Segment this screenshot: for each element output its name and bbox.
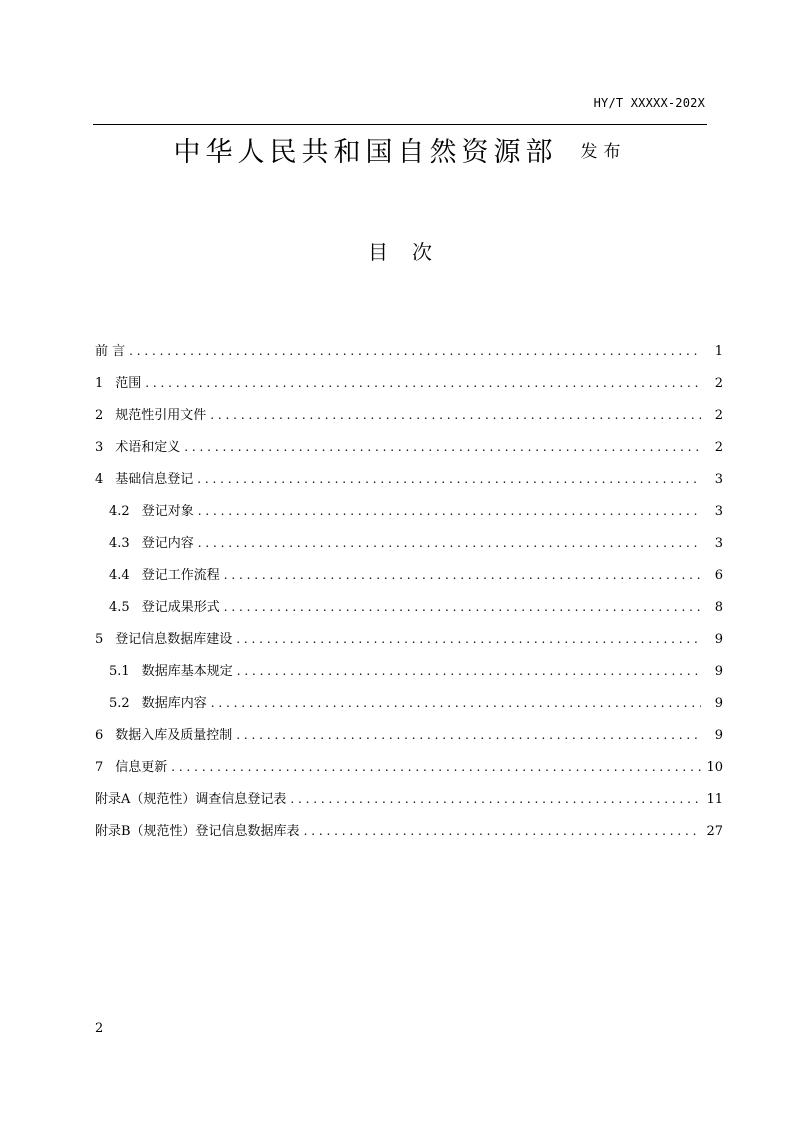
toc-entry-number: 4.4 bbox=[109, 568, 130, 583]
toc-leader-dots bbox=[224, 568, 701, 582]
toc-entry[interactable] bbox=[95, 692, 723, 724]
toc-leader-dots bbox=[211, 696, 701, 710]
toc-leader-dots bbox=[290, 792, 701, 806]
page-number: 2 bbox=[95, 1021, 104, 1036]
toc-leader-dots bbox=[236, 728, 701, 742]
toc-entry-page: 27 bbox=[706, 824, 723, 839]
issuer-line bbox=[0, 130, 800, 169]
issuer-name: 中华人民共和国自然资源部 bbox=[173, 137, 558, 168]
toc-entry-label: 登记信息数据库建设 bbox=[115, 632, 233, 647]
toc-entry[interactable] bbox=[95, 532, 723, 564]
toc-leader-dots bbox=[145, 376, 701, 390]
toc-entry-page: 9 bbox=[714, 728, 723, 743]
toc-entry-page: 2 bbox=[714, 440, 723, 455]
toc-entry-page: 9 bbox=[714, 664, 723, 679]
toc-entry-page: 8 bbox=[714, 600, 723, 615]
toc-entry-page: 3 bbox=[714, 536, 723, 551]
toc-entry-page: 11 bbox=[706, 792, 723, 807]
toc-entry-number: 5 bbox=[95, 632, 104, 647]
toc-entry[interactable] bbox=[95, 404, 723, 436]
toc-entry-number: 1 bbox=[95, 376, 104, 391]
toc-entry-label: 数据入库及质量控制 bbox=[115, 728, 233, 743]
toc-entry-page: 9 bbox=[714, 632, 723, 647]
toc-entry-label: 范围 bbox=[115, 376, 142, 391]
toc-entry-label: 附录B（规范性）登记信息数据库表 bbox=[95, 824, 300, 839]
toc-leader-dots bbox=[236, 632, 701, 646]
toc-title: 目次 bbox=[368, 240, 456, 264]
toc-entry-label: 附录A（规范性）调查信息登记表 bbox=[95, 792, 287, 807]
toc-entry-label: 信息更新 bbox=[115, 760, 168, 775]
toc-entry-number: 4.5 bbox=[109, 600, 130, 615]
toc-leader-dots bbox=[304, 824, 701, 838]
toc-entry-label: 登记成果形式 bbox=[141, 600, 220, 615]
toc-entry-number: 7 bbox=[95, 760, 104, 775]
toc-entry[interactable] bbox=[95, 372, 723, 404]
toc-entry[interactable] bbox=[95, 564, 723, 596]
toc-leader-dots bbox=[198, 536, 701, 550]
toc-entry[interactable] bbox=[95, 340, 723, 372]
toc-entry[interactable] bbox=[95, 788, 723, 820]
toc-entry-label: 前 言 bbox=[95, 344, 126, 359]
toc-entry[interactable] bbox=[95, 436, 723, 468]
toc-entry-page: 2 bbox=[714, 408, 723, 423]
standard-code: HY/T XXXXX-202X bbox=[593, 96, 705, 110]
toc-entry[interactable] bbox=[95, 596, 723, 628]
toc-entry-label: 基础信息登记 bbox=[115, 472, 194, 487]
toc-leader-dots bbox=[197, 472, 701, 486]
toc-entry[interactable] bbox=[95, 628, 723, 660]
toc-entry-number: 6 bbox=[95, 728, 104, 743]
toc-leader-dots bbox=[184, 440, 701, 454]
toc-entry[interactable] bbox=[95, 500, 723, 532]
header-rule bbox=[93, 124, 707, 125]
toc-leader-dots bbox=[198, 504, 701, 518]
toc-entry-page: 3 bbox=[714, 472, 723, 487]
toc-entry[interactable] bbox=[95, 468, 723, 500]
toc-entry-page: 3 bbox=[714, 504, 723, 519]
toc-leader-dots bbox=[210, 408, 701, 422]
toc-entry-label: 数据库基本规定 bbox=[141, 664, 233, 679]
toc-entry-page: 9 bbox=[714, 696, 723, 711]
toc-entry[interactable] bbox=[95, 820, 723, 852]
toc-entry-number: 4 bbox=[95, 472, 104, 487]
toc-leader-dots bbox=[237, 664, 701, 678]
toc-entry[interactable] bbox=[95, 724, 723, 756]
toc-entry-number: 5.2 bbox=[109, 696, 130, 711]
toc-entry-label: 登记对象 bbox=[141, 504, 194, 519]
toc-entry-label: 术语和定义 bbox=[115, 440, 181, 455]
toc-leader-dots bbox=[224, 600, 701, 614]
toc-entry-number: 4.3 bbox=[109, 536, 130, 551]
toc-leader-dots bbox=[129, 344, 701, 358]
toc-entry-number: 5.1 bbox=[109, 664, 130, 679]
toc-entry-number: 4.2 bbox=[109, 504, 130, 519]
toc-entry-page: 10 bbox=[706, 760, 723, 775]
toc-entry-page: 1 bbox=[714, 344, 723, 359]
toc-entry-number: 2 bbox=[95, 408, 104, 423]
toc-entry-label: 规范性引用文件 bbox=[115, 408, 207, 423]
toc-entry-page: 2 bbox=[714, 376, 723, 391]
toc-entry-label: 数据库内容 bbox=[141, 696, 207, 711]
toc-entry-label: 登记工作流程 bbox=[141, 568, 220, 583]
table-of-contents bbox=[95, 340, 723, 852]
toc-entry-label: 登记内容 bbox=[141, 536, 194, 551]
toc-leader-dots bbox=[171, 760, 701, 774]
issuer-action: 发布 bbox=[580, 142, 627, 162]
toc-entry[interactable] bbox=[95, 756, 723, 788]
toc-entry[interactable] bbox=[95, 660, 723, 692]
toc-entry-number: 3 bbox=[95, 440, 104, 455]
toc-entry-page: 6 bbox=[714, 568, 723, 583]
